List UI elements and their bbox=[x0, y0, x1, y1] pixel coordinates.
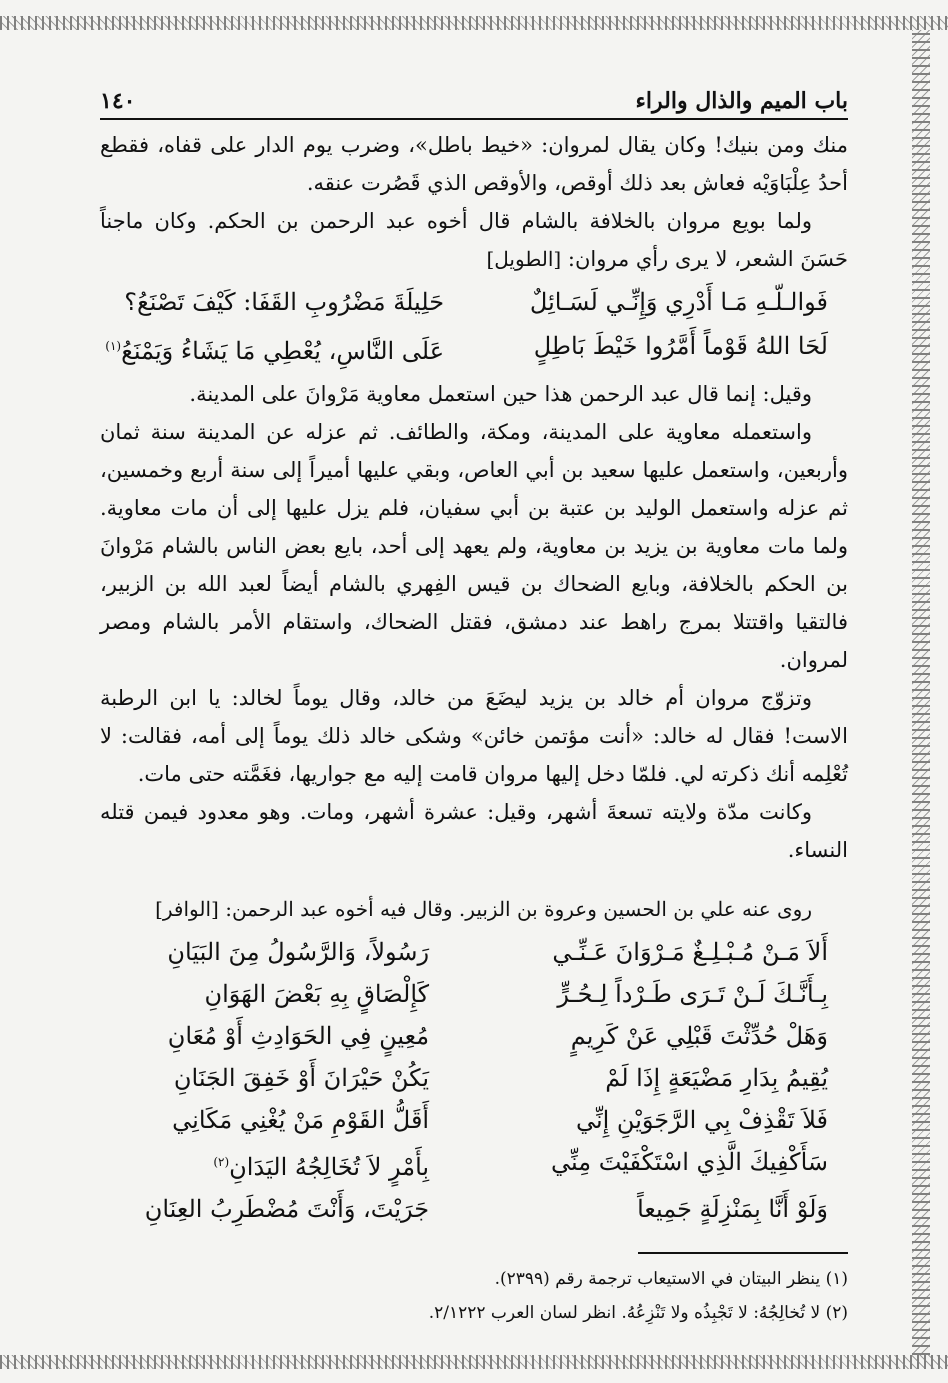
verse-row bbox=[100, 1141, 848, 1188]
page-number: ١٤٠ bbox=[100, 88, 136, 114]
verse-first-hemistich: فَوالـلّـهِ مَـا أَدْرِي وَإِنِّـي لَسَـائِلٌ bbox=[529, 288, 828, 316]
top-border-ornament bbox=[0, 16, 948, 30]
verse-first-hemistich: وَلَوْ أَنَّا بِمَنْزِلَةٍ جَمِيعاً bbox=[637, 1195, 828, 1223]
verse-second-hemistich: رَسُولاً، وَالرَّسُولُ مِنَ البَيَانِ bbox=[167, 938, 430, 966]
footnote-separator bbox=[638, 1252, 848, 1254]
verse-first-hemistich: بِـأَنَّـكَ لَـنْ تَـرَى طَـرْداً لِـحُـرٍّ bbox=[557, 980, 828, 1008]
verse-row bbox=[100, 1015, 848, 1057]
meter-label: [الوافر] bbox=[155, 897, 219, 921]
right-border-ornament bbox=[912, 30, 930, 1355]
footnote-2: (٢) لا تُخالِجُهُ: لا تَجْبِذُه ولا تَنْزِعُهُ. انظر لسان العرب ٢/١٢٢٢. bbox=[428, 1303, 848, 1323]
footnotes bbox=[100, 1262, 848, 1330]
verse-row bbox=[100, 1057, 848, 1099]
verse-second-hemistich: جَرَيْتَ، وَأَنْتَ مُضْطَرِبُ العِنَانِ bbox=[144, 1195, 430, 1223]
verse-first-hemistich: وَهَلْ حُدِّثْتَ قَبْلِي عَنْ كَرِيمٍ bbox=[570, 1022, 828, 1050]
paragraph-7-text: روى عنه علي بن الحسين وعروة بن الزبير. وقال فيه أخوه عبد الرحمن: bbox=[225, 897, 812, 921]
paragraph-4: واستعمله معاوية على المدينة، ومكة، والطائف. ثم عزله عن المدينة سنة ثمان وأربعين، واستعمل عليها سعيد بن أبي العاص، وبقي عليها أميراً إلى سنة أربع وخمسين، ثم عزله واستعمل الوليد بن عتبة بن أبي سفيان، فلم يزل عليها إلى أن مات معاوية. ولما مات معاوية بن يزيد بن معاوية، ولم يعهد إلى أحد، بايع بعض الناس بالشام مَرْوانَ بن الحكم بالخلافة، وبايع الضحاك بن قيس الفِهري بالشام أيضاً لعبد الله بن الزبير، فالتقيا واقتتلا بمرج راهط عند دمشق، فقتل الضحاك، واستقام الأمر بالشام ومصر لمروان. bbox=[100, 420, 848, 672]
bottom-border-ornament bbox=[0, 1355, 948, 1369]
verse-first-hemistich: فَلاَ تَقْذِفْ بِي الرَّجَوَيْنِ إِنِّي bbox=[575, 1106, 828, 1134]
verse-second-hemistich: حَلِيلَةَ مَضْرُوبِ القَفَا: كَيْفَ تَصْنَعُ؟ bbox=[124, 288, 445, 316]
paragraph-1: منك ومن بنيك! وكان يقال لمروان: «خيط باطل»، وضرب يوم الدار على قفاه، فقطع أحدُ عِلْبَاوَيْه فعاش بعد ذلك أوقص، والأوقص الذي قَصُرت عنقه. bbox=[100, 133, 848, 195]
verse-text: عَلَى النَّاسِ، يُعْطِي مَا يَشَاءُ وَيَمْنَعُ bbox=[121, 337, 445, 365]
verse-row bbox=[100, 1188, 848, 1230]
poem-1 bbox=[100, 280, 848, 373]
page-header bbox=[100, 80, 848, 120]
verse-row bbox=[100, 1099, 848, 1141]
verse-row bbox=[100, 931, 848, 973]
verse-row bbox=[100, 324, 848, 373]
verse-first-hemistich: لَحَا اللهُ قَوْماً أَمَّرُوا خَيْطَ بَاطِلٍ bbox=[533, 332, 828, 360]
verse-second-hemistich: أَقَلُّ القَوْمِ مَنْ يُغْنِي مَكَانِي bbox=[172, 1106, 430, 1134]
verse-row bbox=[100, 973, 848, 1015]
paragraph-3: وقيل: إنما قال عبد الرحمن هذا حين استعمل معاوية مَرْوانَ على المدينة. bbox=[189, 382, 812, 406]
book-page bbox=[100, 80, 848, 1330]
meter-label: [الطويل] bbox=[486, 247, 562, 271]
verse-second-hemistich: مُعِينٍ فِي الحَوَادِثِ أَوْ مُعَانِ bbox=[167, 1022, 430, 1050]
verse-first-hemistich: سَأَكْفِيكَ الَّذِي اسْتَكْفَيْتَ مِنِّي bbox=[550, 1148, 828, 1176]
verse-second-hemistich bbox=[100, 1141, 429, 1188]
verse-second-hemistich: كَإِلْصَاقٍ بِهِ بَعْضَ الهَوَانِ bbox=[204, 980, 430, 1008]
verse-first-hemistich: يُقِيمُ بِدَارِ مَضْيَعَةٍ إِذَا لَمْ bbox=[605, 1064, 828, 1092]
running-title: باب الميم والذال والراء bbox=[635, 88, 848, 114]
footnote-marker: (١) bbox=[105, 339, 122, 353]
paragraph-5: وتزوّج مروان أم خالد بن يزيد ليضَعَ من خالد، وقال يوماً لخالد: يا ابن الرطبة الاست! فقال له خالد: «أنت مؤتمن خائن» وشكى خالد ذلك يوماً إلى أمه، فقالت: لا تُعْلِمه أنك ذكرته لي. فلمّا دخل إليها مروان قامت إليه مع جواريها، فغَمَّته حتى مات. bbox=[100, 686, 848, 786]
verse-text: بِأَمْرٍ لاَ تُخَالِجُهُ اليَدَانِ bbox=[229, 1153, 430, 1181]
footnote-marker: (٢) bbox=[213, 1155, 230, 1169]
poem-2 bbox=[100, 931, 848, 1230]
verse-second-hemistich bbox=[100, 324, 444, 373]
paragraph-2 bbox=[100, 202, 848, 278]
footnote-1: (١) ينظر البيتان في الاستيعاب ترجمة رقم (٢٣٩٩). bbox=[494, 1269, 848, 1289]
paragraph-2-text: ولما بويع مروان بالخلافة بالشام قال أخوه عبد الرحمن بن الحكم. وكان ماجناً حَسَنَ الشعر، لا يرى رأي مروان: bbox=[100, 209, 848, 271]
paragraph-6: وكانت مدّة ولايته تسعةَ أشهر، وقيل: عشرة أشهر، ومات. وهو معدود فيمن قتله النساء. bbox=[100, 800, 848, 862]
verse-second-hemistich: يَكُنْ حَيْرَانَ أَوْ خَفِقَ الجَنَانِ bbox=[173, 1064, 430, 1092]
paragraph-7 bbox=[100, 891, 848, 927]
verse-first-hemistich: أَلاَ مَـنْ مُـبْـلِـغٌ مَـرْوَانَ عَـنِّـي bbox=[552, 938, 828, 966]
verse-row bbox=[100, 280, 848, 324]
